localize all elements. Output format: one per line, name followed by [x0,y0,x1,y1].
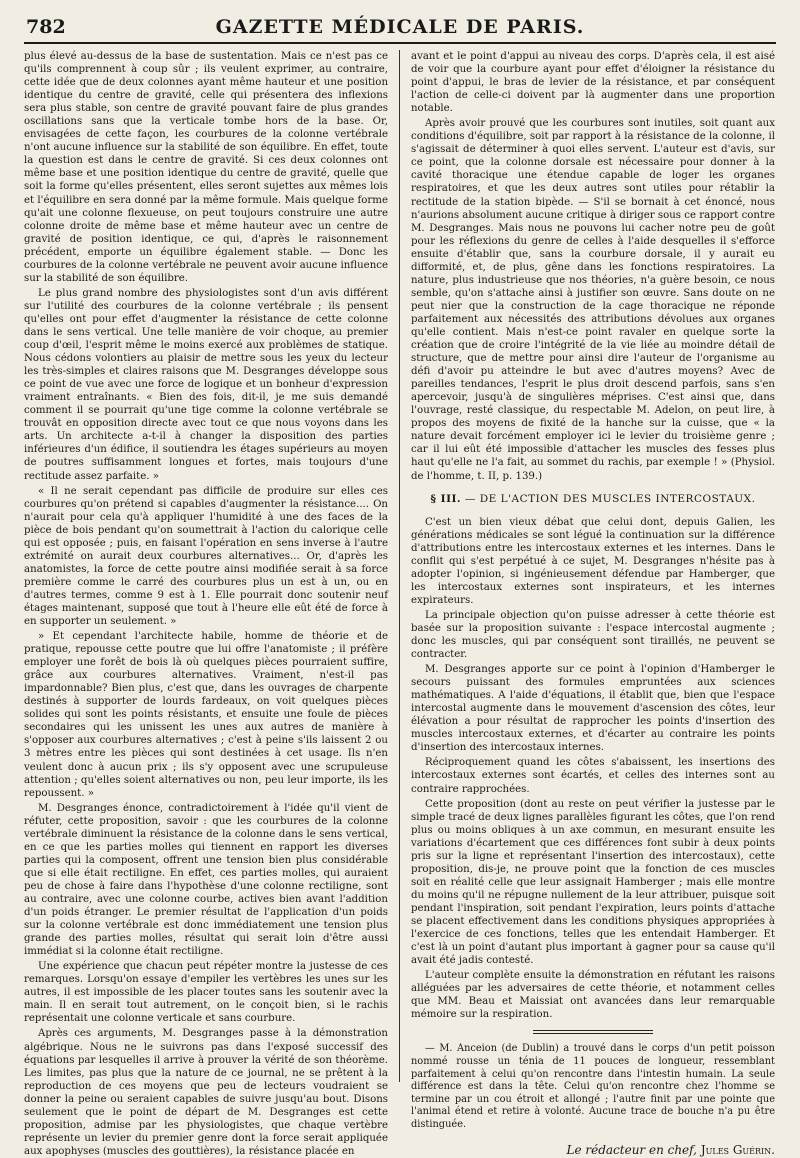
section-title: — DE L'ACTION DES MUSCLES INTERCOSTAUX. [464,492,756,505]
left-paragraph-1: plus élevé au-dessus de la base de sustentation. Mais ce n'est pas ce qu'ils comprennent à coup sûr ; ils veulent exprimer, au contraire, cette idée que de deux colonnes ayant même hauteur et une position identique du centre de gravité, celle qui présentera des inflexions sera plus stable, son centre de gravité pouvant faire de plus grandes oscillations sans que la verticale tombe hors de la base. Or, envisagées de cette façon, les courbures de la colonne vertébrale n'ont aucune influence sur la stabilité de son équilibre. En effet, toute la question est dans le centre de gravité. Si ces deux colonnes ont même base et une position identique du centre de gravité, quelle que soit la forme qu'elles présentent, elles seront sujettes aux mêmes lois et l'équilibre en sera donné par la même formule. Mais quelque forme qu'ait une colonne flexueuse, on peut toujours construire une autre colonne droite de même base et même hauteur avec un centre de gravité de position identique, ce qui, d'après le raisonnement précédent, emporte un équilibre également stable. — Donc les courbures de la colonne vertébrale ne peuvent avoir aucune influence sur la stabilité de son équilibre. [24,51,388,284]
right-paragraph-2: Après avoir prouvé que les courbures sont inutiles, soit quant aux conditions d'équilibre, soit par rapport à la résistance de la colonne, il s'agissait de déterminer à quoi elles servent. L'auteur est d'avis, sur ce point, que la colonne dorsale est nécessaire pour donner à la cavité thoracique une étendue capable de loger les organes respiratoires, et que les deux autres sont utiles pour rétablir la rectitude de la station bipède. — S'il se bornait à cet énoncé, nous n'aurions absolument aucune critique à diriger sous ce rapport contre M. Desgranges. Mais nous ne pouvons lui cacher notre peu de goût pour les réflexions du genre de celles à l'aide desquelles il s'efforce ensuite d'établir que, sans la courbure dorsale, il y aurait eu difformité, et, de plus, gêne dans les fonctions respiratoires. La nature, plus industrieuse que nos théories, n'a guère besoin, ce nous semble, qu'on s'attache ainsi à justifier son œuvre. Sans doute on ne peut nier que la construction de la cage thoracique ne réponde parfaitement aux nécessités des attributions dévolues aux organes qu'elle contient. Mais n'est-ce point ravaler en quelque sorte la création que de croire l'intégrité de la vie liée au moindre détail de structure, que de mettre pour ainsi dire l'auteur de l'organisme au défi d'avoir pu atteindre le but avec d'autres moyens? Avec de pareilles tendances, l'esprit le plus droit descend parfois, sans s'en apercevoir, jusqu'à de singulières méprises. C'est ainsi que, dans l'ouvrage, resté classique, du respectable M. Adelon, on peut lire, à propos des moyens de fixité de la hanche sur la cuisse, que « la nature devait forcément employer ici le levier du troisième genre ; car il lui eût été impossible d'attacher les muscles des fesses plus haut qu'elle ne l'a fait, au sommet du rachis, par exemple ! » (Physiol. de l'homme, t. II, p. 139.) [411,118,775,482]
left-column [24,50,388,1157]
news-note: — M. Anceion (de Dublin) a trouvé dans le corps d'un petit poisson nommé rousse un ténia de 11 pouces de longueur, ressemblant parfaitement à celui qu'on rencontre dans l'intestin humain. La seule différence est dans la tête. Celui qu'on rencontre chez l'homme se termine par un cou étroit et allongé ; l'autre finit par une pointe que l'animal étend et retire à volonté. Aucune trace de bouche n'a pu être distinguée. [411,1043,775,1130]
section-divider [533,1030,653,1034]
section-paragraph-4: Réciproquement quand les côtes s'abaissent, les insertions des intercostaux externes sont écartés, et celles des internes sont au contraire rapprochées. [411,757,775,795]
section-paragraph-5: Cette proposition (dont au reste on peut vérifier la justesse par le simple tracé de deux lignes parallèles figurant les côtes, que l'on rend plus ou moins obliques à un axe commun, en mesurant ensuite les variations d'écartement que ces différences font subir à deux points pris sur la ligne et représentant l'insertion des intercostaux), cette proposition, dis-je, ne prouve point que la fonction de ces muscles soit en réalité celle que leur assignait Hamberger ; mais elle montre du moins qu'il ne répugne nullement de la leur attribuer, puisque soit pendant l'inspiration, soit pendant l'expiration, leurs points d'attache se placent effectivement dans les conditions physiques appropriées à l'exercice de ces fonctions, telles que les entendait Hamberger. Et c'est là un point d'autant plus important à gagner pour sa cause qu'il avait été jadis contesté. [411,798,775,967]
section-paragraph-6: L'auteur complète ensuite la démonstration en réfutant les raisons alléguées par les adversaires de cette théorie, et notamment celles que MM. Beau et Maissiat ont avancées dans leur remarquable mémoire sur la respiration. [411,970,775,1021]
left-paragraph-5: M. Desgranges énonce, contradictoirement à l'idée qu'il vient de réfuter, cette proposition, savoir : que les courbures de la colonne vertébrale diminuent la résistance de la colonne dans le sens vertical, en ce que les parties molles qui tiennent en rapport les diverses parties qui la composent, offrent une tension bien plus considérable que si elle était rectiligne. En effet, ces parties molles, qui auraient peu de chose à faire dans l'hypothèse d'une colonne rectiligne, sont au contraire, avec une colonne courbe, actives bien avant l'addition d'un poids étranger. Le premier résultat de l'application d'un poids sur la colonne vertébrale est donc immédiatement une tension plus grande des parties molles, résultat qui serait loin d'être aussi immédiat si la colonne était rectiligne. [24,802,388,958]
right-column [411,50,775,1157]
left-paragraph-6: Une expérience que chacun peut répéter montre la justesse de ces remarques. Lorsqu'on essaye d'empiler les vertèbres les unes sur les autres, il est impossible de les placer toutes sans les soutenir avec la main. Il en serait tout autrement, on le conçoit bien, si le rachis représentait une colonne verticale et sans courbure. [24,961,388,1025]
signature-role: Le rédacteur en chef, [566,1142,697,1157]
signature-name: Jules Guérin. [700,1142,775,1157]
journal-title: GAZETTE MÉDICALE DE PARIS. [215,16,585,38]
newspaper-page [24,14,776,1157]
left-paragraph-2: Le plus grand nombre des physiologistes sont d'un avis différent sur l'utilité des courbures de la colonne vertébrale ; ils pensent qu'elles ont pour effet d'augmenter la résistance de cette colonne dans le sens vertical. Une telle manière de voir choque, au premier coup d'œil, l'esprit même le moins exercé aux problèmes de statique. Nous cédons volontiers au plaisir de mettre sous les yeux du lecteur les très-simples et claires raisons que M. Desgranges développe sous ce point de vue avec une force de logique et un bonheur d'expression vraiment entraînants. « Bien des fois, dit-il, je me suis demandé comment il se pourrait qu'une tige comme la colonne vertébrale se trouvât en opposition directe avec tout ce que nous voyons dans les arts. Un architecte a-t-il à changer la disposition des parties inférieures d'un édifice, il soutiendra les étages supérieurs au moyen de poutres suffisamment longues et fortes, mais toujours d'une rectitude assez parfaite. » [24,287,388,482]
right-paragraph-1: avant et le point d'appui au niveau des corps. D'après cela, il est aisé de voir que la courbure ayant pour effet d'éloigner la résistance du point d'appui, le bras de levier de la résistance, et par conséquent l'action de celle-ci doivent par là augmenter dans une proportion notable. [411,51,775,115]
section-number: § III. [430,492,462,505]
two-column-body [24,50,776,1157]
page-header [24,14,776,44]
section-paragraph-3: M. Desgranges apporte sur ce point à l'opinion d'Hamberger le secours puissant des formules empruntées aux sciences mathématiques. A l'aide d'équations, il établit que, bien que l'espace intercostal augmente dans le mouvement d'ascension des côtes, leur élévation a pour résultat de rapprocher les points d'insertion des muscles intercostaux externes, et d'écarter au contraire les points d'insertion des intercostaux internes. [411,664,775,754]
section-paragraph-2: La principale objection qu'on puisse adresser à cette théorie est basée sur la proposition suivante : l'espace intercostal augmente ; donc les muscles, qui par conséquent sont tiraillés, ne peuvent se contracter. [411,609,775,661]
page-number: 782 [26,16,66,38]
section-heading [411,493,775,506]
column-rule [399,50,400,1082]
left-paragraph-4: » Et cependant l'architecte habile, homme de théorie et de pratique, repousse cette poutre que lui offre l'anatomiste ; il préfère employer une forêt de bois là où quelques pièces pourraient suffire, grâce aux courbures alternatives. Vraiment, n'est-il pas impardonnable? Bien plus, c'est que, dans les ouvrages de charpente destinés à supporter de lourds fardeaux, on voit quelques pièces solides qui sont les points résistants, et ensuite une foule de pièces secondaires qui les unissent les unes aux autres de manière à s'opposer aux courbures alternatives ; c'est à peine s'ils laissent 2 ou 3 mètres entre les pièces qui sont destinées à cet usage. Ils n'en veulent donc à aucun prix ; ils s'y opposent avec une scrupuleuse attention ; qu'elles soient alternatives ou non, peu leur importe, ils les repoussent. » [24,631,388,799]
section-paragraph-1: C'est un bien vieux débat que celui dont, depuis Galien, les générations médicales se sont légué la continuation sur la différence d'attributions entre les intercostaux externes et les internes. Dans le conflit qui s'est perpétué à ce sujet, M. Desgranges n'hésite pas à adopter l'opinion, si ingénieusement défendue par Hamberger, que les intercostaux externes sont inspirateurs, et les internes expirateurs. [411,516,775,606]
left-paragraph-3: « Il ne serait cependant pas difficile de produire sur elles ces courbures qu'on prétend si capables d'augmenter la résistance.... On n'aurait pour cela qu'à appliquer l'humidité à une des faces de la pièce de bois pendant qu'on soumettrait à l'action du calorique celle qui est opposée ; puis, en faisant l'opération en sens inverse à l'autre extrémité on aurait deux courbures alternatives... Or, d'après les anatomistes, la force de cette poutre ainsi modifiée serait à sa force première comme le carré des courbures plus un est à un, ou en d'autres termes, comme 9 est à 1. Elle pourrait donc soutenir neuf étages maintenant, supposé que tout à l'heure elle eût été de force à en supporter un seulement. » [24,485,388,628]
left-paragraph-7: Après ces arguments, M. Desgranges passe à la démonstration algébrique. Nous ne le suivrons pas dans l'exposé successif des équations par lesquelles il arrive à prouver la vérité de son théorème. Les limites, pas plus que la nature de ce journal, ne se prêtent à la reproduction de ces moyens que peu de lecteurs voudraient se donner la peine ou seraient capables de suivre jusqu'au bout. Disons seulement que le point de départ de M. Desgranges est cette proposition, admise par les physiologistes, que chaque vertèbre représente un levier du premier genre dont la force serait appliquée aux apophyses (muscles des gouttières), la résistance placée en [24,1028,388,1157]
editor-signature [411,1144,775,1157]
